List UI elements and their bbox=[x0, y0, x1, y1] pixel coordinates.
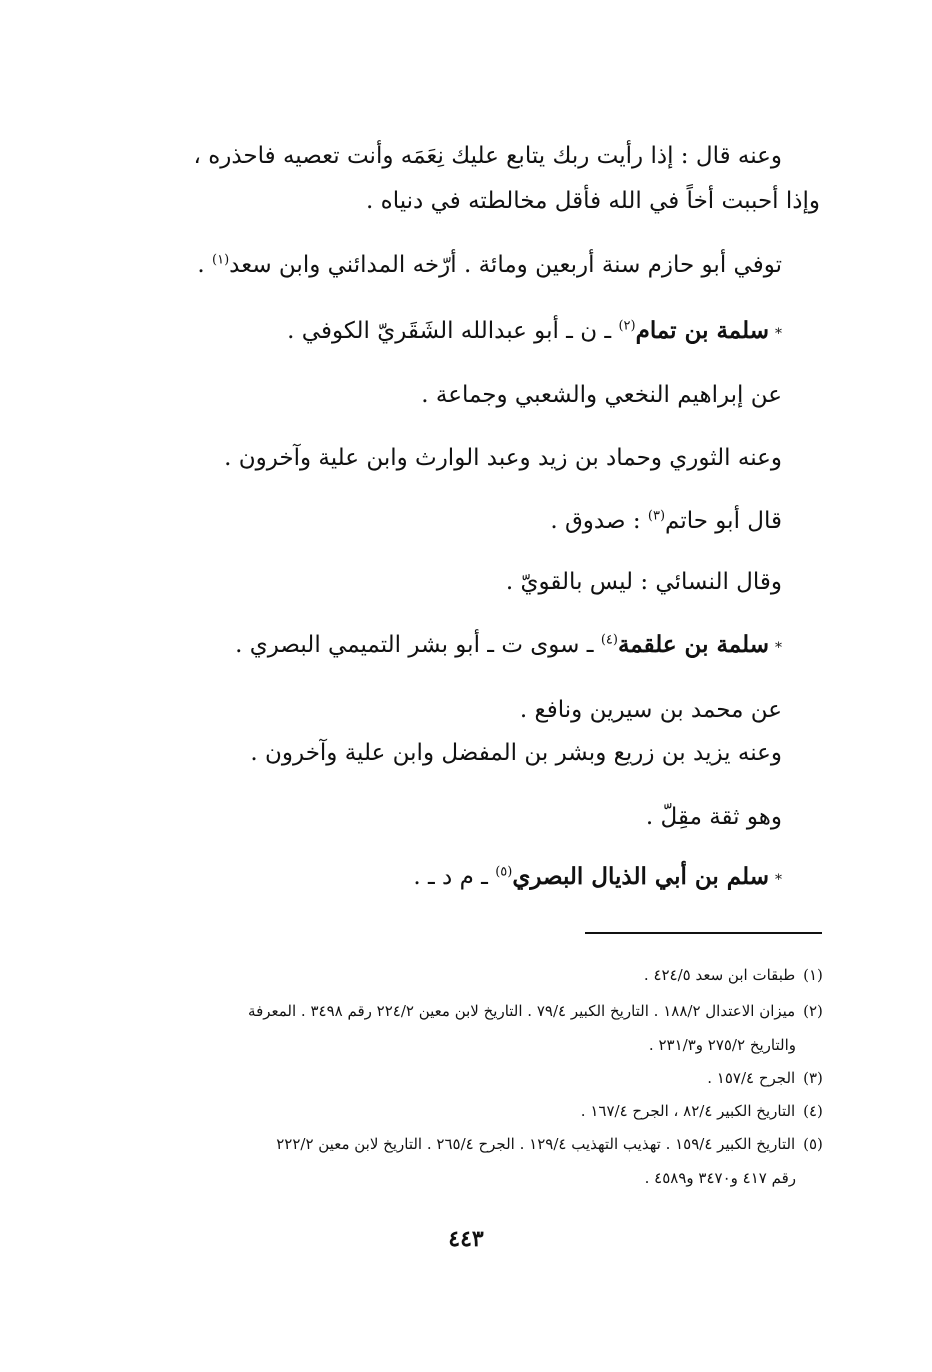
footnote-text-1: طبقات ابن سعد ٤٢٤/٥ . bbox=[643, 966, 796, 984]
death-note-end: . bbox=[197, 252, 213, 278]
body-line-1: وعنه قال : إذا رأيت ربك يتابع عليك نِعَمَه وأنت تعصيه فاحذره ، bbox=[193, 143, 782, 169]
footnote-number-4: (٤) bbox=[803, 1102, 823, 1120]
footnote-number-3: (٣) bbox=[803, 1069, 823, 1087]
entry-heading-salama-alqama bbox=[235, 630, 782, 663]
footnote-text-5: التاريخ الكبير ١٥٩/٤ . تهذيب التهذيب ١٢٩/٤ . الجرح ٢٦٥/٤ . التاريخ لابن معين ٢٢٢/٢ bbox=[276, 1135, 796, 1153]
entry-marker-1: * bbox=[775, 326, 782, 342]
entry-marker-3: * bbox=[775, 872, 782, 888]
entry-name-3: سلم بن أبي الذيال البصري bbox=[512, 863, 769, 890]
entry-name-2: سلمة بن علقمة bbox=[617, 631, 769, 658]
footnote-3 bbox=[707, 1068, 826, 1088]
footnote-ref-2: (٢) bbox=[618, 318, 636, 334]
abu-hatim-rest: : صدوق . bbox=[550, 508, 648, 534]
footnote-number-1: (١) bbox=[803, 966, 823, 984]
footnote-number-2: (٢) bbox=[803, 1002, 823, 1020]
footnote-5 bbox=[276, 1134, 826, 1154]
footnote-1 bbox=[644, 965, 826, 985]
body-line-12: وهو ثقة مقِلّ . bbox=[645, 804, 782, 830]
body-line-6: وعنه الثوري وحماد بن زيد وعبد الوارث وابن علية وآخرون . bbox=[224, 445, 782, 471]
footnote-text-3: الجرح ١٥٧/٤ . bbox=[707, 1069, 796, 1087]
body-line-7 bbox=[550, 506, 782, 536]
footnote-number-5: (٥) bbox=[803, 1135, 823, 1153]
entry-name-1: سلمة بن تمام bbox=[635, 317, 769, 344]
footnote-text-2: ميزان الاعتدال ١٨٨/٢ . التاريخ الكبير ٧٩/٤ . التاريخ لابن معين ٢٢٤/٢ رقم ٣٤٩٨ . المعرفة bbox=[248, 1002, 796, 1020]
abu-hatim-text: قال أبو حاتم bbox=[665, 508, 782, 534]
body-line-8: وقال النسائي : ليس بالقويّ . bbox=[505, 569, 782, 595]
entry-rest-2: ـ سوى ت ـ أبو بشر التميمي البصري . bbox=[235, 632, 601, 658]
footnote-4 bbox=[581, 1101, 826, 1121]
page-number: ٤٤٣ bbox=[448, 1226, 484, 1252]
entry-heading-salm-dhayyal bbox=[413, 862, 782, 895]
footnote-2-continued: والتاريخ ٢٧٥/٢ و٢٣١/٣ . bbox=[648, 1036, 796, 1054]
footnote-5-continued: رقم ٤١٧ و٣٤٧٠ و٤٥٨٩ . bbox=[644, 1169, 796, 1187]
footnote-ref-4: (٤) bbox=[600, 632, 618, 648]
footnote-separator bbox=[585, 932, 822, 934]
entry-heading-salama-tammam bbox=[287, 316, 782, 349]
footnote-text-4: التاريخ الكبير ٨٢/٤ ، الجرح ١٦٧/٤ . bbox=[580, 1102, 796, 1120]
footnote-ref-5: (٥) bbox=[495, 864, 513, 880]
footnote-ref-3: (٣) bbox=[647, 508, 666, 524]
entry-rest-3: ـ م د ـ . bbox=[413, 864, 496, 890]
body-line-10: عن محمد بن سيرين ونافع . bbox=[519, 697, 782, 723]
entry-marker-2: * bbox=[775, 640, 782, 656]
body-line-2: وإذا أحببت أخاً في الله فأقل مخالطته في دنياه . bbox=[366, 188, 820, 214]
body-line-3 bbox=[197, 250, 782, 280]
body-line-11: وعنه يزيد بن زريع وبشر بن المفضل وابن علية وآخرون . bbox=[250, 740, 782, 766]
footnote-ref-1: (١) bbox=[212, 252, 230, 268]
entry-rest-1: ـ ن ـ أبو عبدالله الشَقَريّ الكوفي . bbox=[287, 318, 619, 344]
footnote-2 bbox=[248, 1001, 826, 1021]
death-note-text: توفي أبو حازم سنة أربعين ومائة . أرّخه المدائني وابن سعد bbox=[229, 252, 782, 278]
body-line-5: عن إبراهيم النخعي والشعبي وجماعة . bbox=[421, 382, 782, 408]
